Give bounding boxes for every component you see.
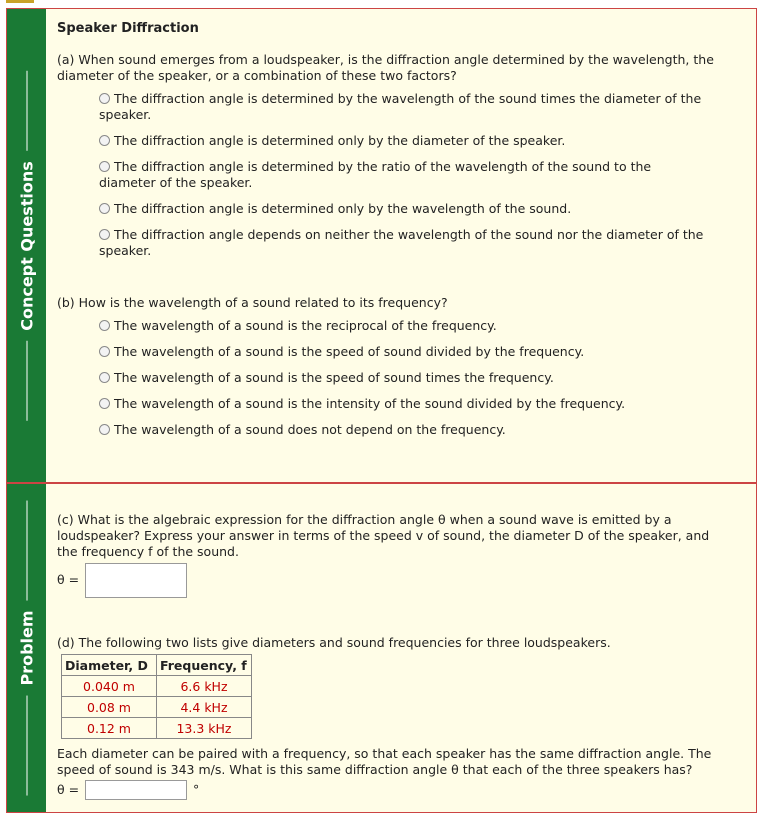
radio-button[interactable] bbox=[99, 320, 110, 331]
part-b-option-4[interactable]: The wavelength of a sound is the intensity of the sound divided by the frequency. bbox=[99, 396, 748, 412]
part-c-question: (c) What is the algebraic expression for the diffraction angle θ when a sound wave is emitted by a loudspeaker? Express your answer in terms of the speed v of sound, the diameter D of the speaker, and the frequency f of the sound. bbox=[57, 512, 710, 559]
part-a-question: (a) When sound emerges from a loudspeaker, is the diffraction angle determined by the wavelength, the diameter of the speaker, or a combination of these two factors? bbox=[57, 52, 714, 83]
part-b-option-5[interactable]: The wavelength of a sound does not depend on the frequency. bbox=[99, 422, 748, 438]
table-row: 0.12 m 13.3 kHz bbox=[62, 718, 252, 739]
part-d-intro: (d) The following two lists give diameters and sound frequencies for three loudspeakers. bbox=[57, 635, 611, 650]
part-d-followup: Each diameter can be paired with a frequency, so that each speaker has the same diffraction angle. The speed of sound is 343 m/s. What is this same diffraction angle θ that each of the three speakers has? bbox=[57, 746, 712, 777]
problem-section bbox=[6, 483, 757, 813]
diameter-frequency-table bbox=[61, 654, 252, 739]
radio-button[interactable] bbox=[99, 135, 110, 146]
radio-button[interactable] bbox=[99, 424, 110, 435]
table-header-frequency: Frequency, f bbox=[157, 655, 252, 676]
part-b-option-1[interactable]: The wavelength of a sound is the reciprocal of the frequency. bbox=[99, 318, 748, 334]
radio-button[interactable] bbox=[99, 346, 110, 357]
problem-sidebar-label: Problem bbox=[17, 490, 36, 805]
problem-sidebar bbox=[7, 484, 46, 812]
table-row: 0.08 m 4.4 kHz bbox=[62, 697, 252, 718]
part-b-option-3[interactable]: The wavelength of a sound is the speed of sound times the frequency. bbox=[99, 370, 748, 386]
radio-button[interactable] bbox=[99, 161, 110, 172]
radio-button[interactable] bbox=[99, 398, 110, 409]
part-d-answer-input[interactable] bbox=[85, 780, 187, 800]
part-a-option-4[interactable]: The diffraction angle is determined only by the wavelength of the sound. bbox=[99, 201, 748, 217]
corner-accent bbox=[6, 0, 34, 3]
part-b-question: (b) How is the wavelength of a sound related to its frequency? bbox=[57, 295, 448, 310]
radio-button[interactable] bbox=[99, 93, 110, 104]
concept-questions-section bbox=[6, 8, 757, 483]
table-row: 0.040 m 6.6 kHz bbox=[62, 676, 252, 697]
part-c-answer-label: θ = bbox=[57, 572, 80, 587]
problem-title: Speaker Diffraction bbox=[57, 21, 199, 36]
concept-sidebar-label: Concept Questions bbox=[17, 61, 36, 431]
part-c-answer-input[interactable] bbox=[85, 563, 187, 598]
radio-button[interactable] bbox=[99, 372, 110, 383]
table-header-diameter: Diameter, D bbox=[62, 655, 157, 676]
part-a-option-5[interactable]: The diffraction angle depends on neither the wavelength of the sound nor the diameter of the speaker. bbox=[99, 227, 704, 258]
radio-button[interactable] bbox=[99, 229, 110, 240]
part-a-option-2[interactable]: The diffraction angle is determined only by the diameter of the speaker. bbox=[99, 133, 748, 149]
part-d-answer-label: θ = bbox=[57, 782, 80, 797]
degree-unit: ° bbox=[193, 782, 200, 797]
part-b-option-2[interactable]: The wavelength of a sound is the speed of sound divided by the frequency. bbox=[99, 344, 748, 360]
part-a-option-3[interactable]: The diffraction angle is determined by the ratio of the wavelength of the sound to the diameter of the speaker. bbox=[99, 159, 652, 190]
concept-sidebar bbox=[7, 9, 46, 482]
part-a-option-1[interactable]: The diffraction angle is determined by the wavelength of the sound times the diameter of the speaker. bbox=[99, 91, 702, 122]
radio-button[interactable] bbox=[99, 203, 110, 214]
